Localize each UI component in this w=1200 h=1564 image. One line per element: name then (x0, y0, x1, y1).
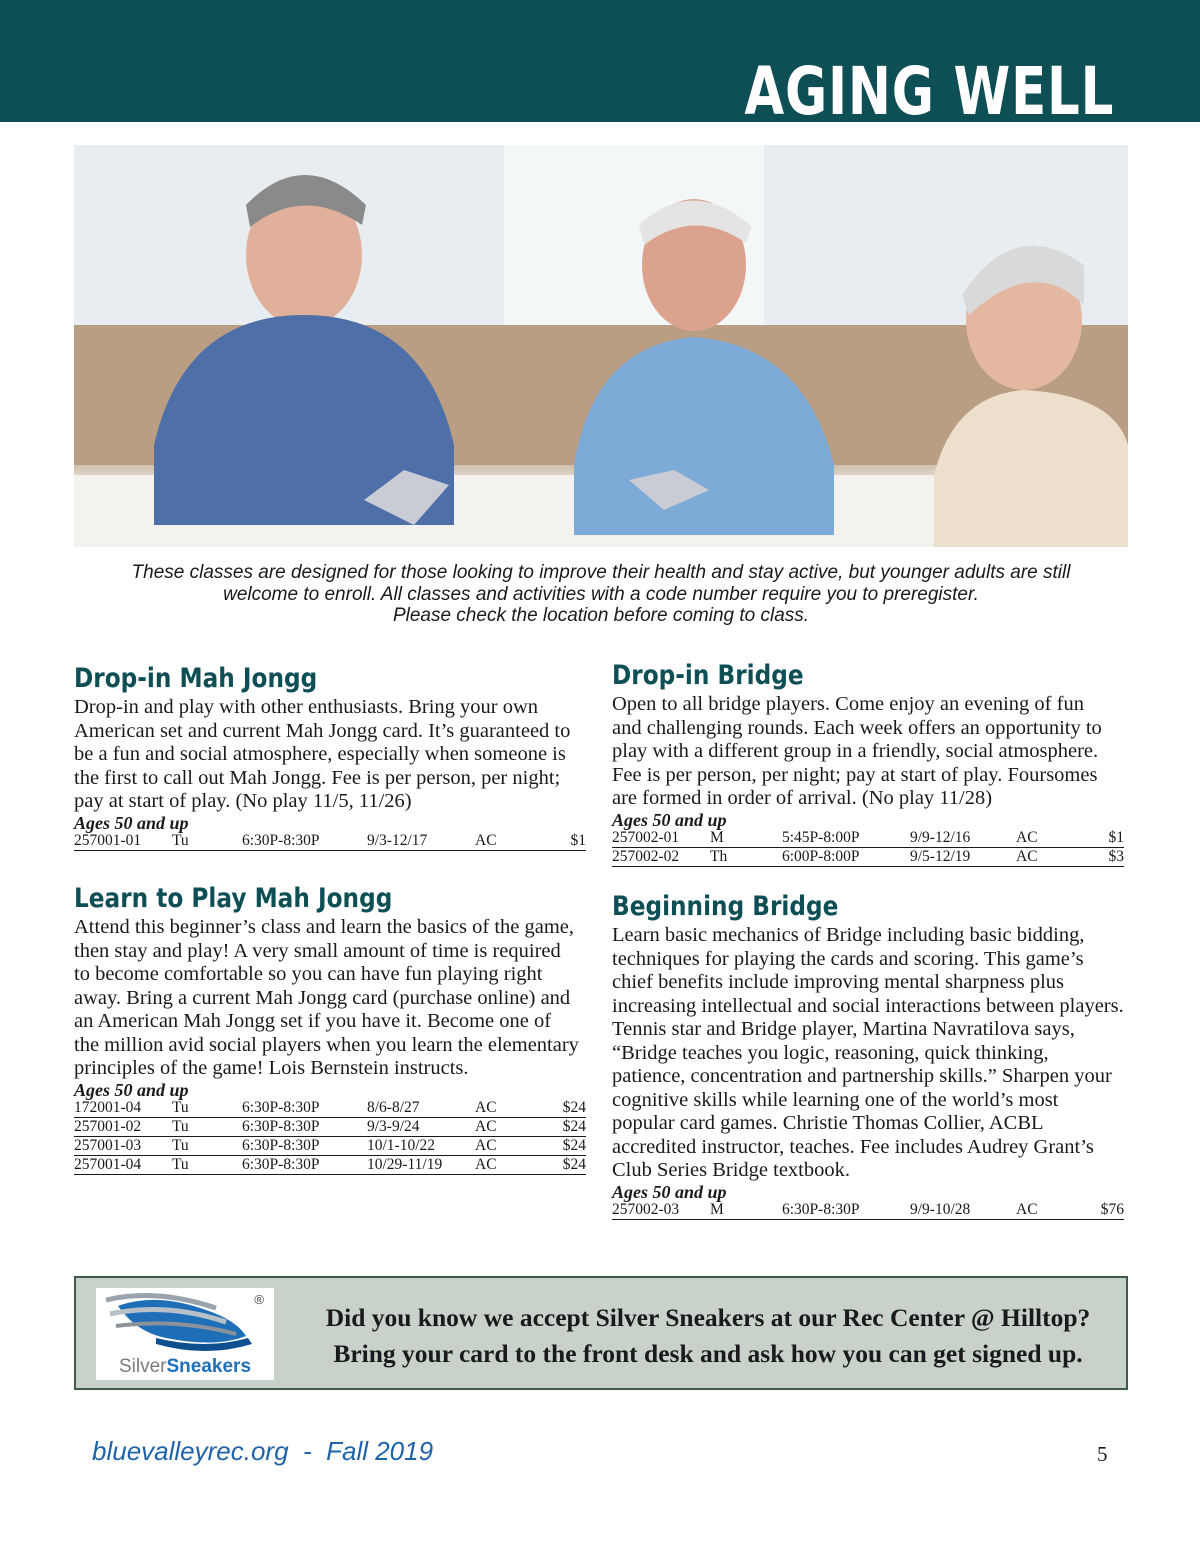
intro-text (74, 562, 1128, 627)
ages-label: Ages 50 and up (74, 1079, 189, 1100)
logo-text-sneakers: Sneakers (166, 1356, 252, 1377)
course-dates: 10/1-10/22 (367, 1136, 475, 1155)
course-time: 6:00P-8:00P (782, 847, 910, 866)
page-header (0, 0, 1200, 130)
course-day: M (710, 1201, 782, 1220)
description-line: to become comfortable so you can have fun playing right (74, 963, 543, 985)
course-dates: 9/9-12/16 (910, 829, 1016, 848)
course-location: AC (1016, 847, 1086, 866)
course-day: Tu (172, 1136, 242, 1155)
course-location: AC (1016, 829, 1086, 848)
course-fee: $24 (545, 1136, 586, 1155)
header-title: AGING WELL (744, 53, 1114, 130)
course-time: 6:30P-8:30P (242, 1136, 367, 1155)
description-line: cognitive skills while learning one of the world’s most (612, 1088, 1059, 1111)
description-line: “Bridge teaches you logic, reasoning, quick thinking, (612, 1041, 1049, 1064)
course-time: 6:30P-8:30P (242, 1117, 367, 1136)
description-line: the first to call out Mah Jongg. Fee is per person, per night; (74, 766, 561, 789)
description-line: then stay and play! A very small amount of time is required (74, 939, 561, 962)
description-line: chief benefits include improving mental sharpness plus (612, 971, 1065, 993)
course-code: 257002-02 (612, 847, 710, 866)
section-description (612, 924, 1124, 1183)
description-line: principles of the game! Lois Bernstein instructs. (74, 1057, 469, 1079)
description-line: Open to all bridge players. Come enjoy an evening of fun (612, 693, 1084, 715)
course-dates: 9/3-9/24 (367, 1117, 475, 1136)
course-location: AC (475, 1099, 545, 1118)
course-fee: $24 (545, 1099, 586, 1118)
course-location: AC (475, 1117, 545, 1136)
description-line: are formed in order of arrival. (No play 11/28) (612, 787, 993, 809)
section-title: Drop-in Bridge (612, 660, 804, 691)
schedule-table (74, 1099, 586, 1175)
section-title: Beginning Bridge (612, 891, 839, 922)
sneaker-icon (96, 1288, 274, 1356)
ages-label: Ages 50 and up (612, 1181, 727, 1202)
hero-photo-illustration (74, 145, 1128, 547)
schedule-table (74, 832, 586, 851)
table-row (612, 1201, 1124, 1220)
course-code: 257001-04 (74, 1155, 172, 1174)
logo-text-silver: Silver (118, 1356, 167, 1377)
course-dates: 10/29-11/19 (367, 1155, 475, 1174)
table-row (74, 1155, 586, 1174)
table-row (612, 829, 1124, 848)
course-dates: 9/3-12/17 (367, 832, 475, 851)
section-dropin-mah-jongg (74, 662, 586, 851)
course-day: M (710, 829, 782, 848)
table-row (74, 1136, 586, 1155)
description-line: pay at start of play. (No play 11/5, 11/26) (74, 790, 412, 812)
course-code: 172001-04 (74, 1099, 172, 1118)
course-dates: 8/6-8/27 (367, 1099, 475, 1118)
course-day: Tu (172, 832, 242, 851)
course-location: AC (1016, 1201, 1086, 1220)
description-line: Tennis star and Bridge player, Martina Navratilova says, (612, 1018, 1075, 1040)
description-line: an American Mah Jongg set if you have it. Become one of (74, 1010, 552, 1032)
course-fee: $76 (1086, 1201, 1124, 1220)
course-dates: 9/5-12/19 (910, 847, 1016, 866)
section-learn-mah-jongg (74, 882, 586, 1175)
course-day: Th (710, 847, 782, 866)
course-fee: $3 (1086, 847, 1124, 866)
course-code: 257002-03 (612, 1201, 710, 1220)
course-location: AC (475, 1155, 545, 1174)
description-line: play with a different group in a friendly, social atmosphere. (612, 740, 1099, 762)
table-row (74, 1117, 586, 1136)
ages-label: Ages 50 and up (612, 809, 727, 830)
banner-line: Did you know we accept Silver Sneakers at our Rec Center @ Hilltop? (325, 1303, 1091, 1332)
section-beginning-bridge (612, 890, 1124, 1220)
course-day: Tu (172, 1117, 242, 1136)
course-day: Tu (172, 1155, 242, 1174)
course-time: 6:30P-8:30P (242, 1099, 367, 1118)
description-line: away. Bring a current Mah Jongg card (purchase online) and (74, 986, 571, 1009)
table-row (74, 832, 586, 851)
intro-line: welcome to enroll. All classes and activities with a code number require you to preregister. (223, 583, 979, 605)
banner-line: Bring your card to the front desk and ask how you can get signed up. (333, 1339, 1083, 1368)
course-dates: 9/9-10/28 (910, 1201, 1016, 1220)
silver-sneakers-logo (96, 1288, 274, 1380)
intro-line: These classes are designed for those looking to improve their health and stay active, but younger adults are still (131, 562, 1071, 583)
silver-sneakers-banner (74, 1276, 1128, 1390)
course-code: 257001-03 (74, 1136, 172, 1155)
course-time: 5:45P-8:00P (782, 829, 910, 848)
description-line: increasing intellectual and social interactions between players. (612, 994, 1124, 1017)
description-line: the million avid social players when you learn the elementary (74, 1033, 579, 1056)
description-line: Learn basic mechanics of Bridge including basic bidding, (612, 924, 1085, 946)
section-description (74, 696, 586, 814)
schedule-table (612, 1201, 1124, 1220)
description-line: techniques for playing the cards and scoring. This game’s (612, 947, 1084, 970)
course-time: 6:30P-8:30P (782, 1201, 910, 1220)
course-location: AC (475, 1136, 545, 1155)
course-code: 257001-01 (74, 832, 172, 851)
intro-line: Please check the location before coming to class. (392, 605, 810, 626)
description-line: Club Series Bridge textbook. (612, 1159, 851, 1181)
section-title: Learn to Play Mah Jongg (74, 883, 393, 914)
description-line: Attend this beginner’s class and learn the basics of the game, (74, 916, 575, 938)
table-row (74, 1099, 586, 1118)
section-dropin-bridge (612, 659, 1124, 867)
footer-website[interactable]: bluevalleyrec.org - Fall 2019 (92, 1436, 434, 1466)
description-line: accredited instructor, teaches. Fee includes Audrey Grant’s (612, 1135, 1094, 1158)
course-time: 6:30P-8:30P (242, 832, 367, 851)
description-line: Fee is per person, per night; pay at start of play. Foursomes (612, 763, 1098, 786)
course-fee: $1 (1086, 829, 1124, 848)
section-description (74, 916, 586, 1081)
course-code: 257002-01 (612, 829, 710, 848)
table-row (612, 847, 1124, 866)
logo-wordmark (96, 1356, 274, 1378)
hero-photo (74, 145, 1128, 547)
page-number: 5 (1097, 1442, 1108, 1466)
schedule-table (612, 829, 1124, 867)
course-fee: $24 (545, 1117, 586, 1136)
description-line: be a fun and social atmosphere, especially when someone is (74, 743, 566, 765)
course-day: Tu (172, 1099, 242, 1118)
section-title: Drop-in Mah Jongg (74, 663, 318, 694)
registered-mark: ® (254, 1292, 264, 1307)
ages-label: Ages 50 and up (74, 812, 189, 833)
description-line: Drop-in and play with other enthusiasts. Bring your own (74, 696, 539, 718)
course-code: 257001-02 (74, 1117, 172, 1136)
course-fee: $1 (545, 832, 586, 851)
banner-message (308, 1300, 1108, 1372)
course-location: AC (475, 832, 545, 851)
description-line: patience, concentration and partnership skills.” Sharpen your (612, 1065, 1112, 1087)
course-fee: $24 (545, 1155, 586, 1174)
description-line: American set and current Mah Jongg card. It’s guaranteed to (74, 719, 571, 742)
section-description (612, 693, 1124, 811)
description-line: popular card games. Christie Thomas Collier, ACBL (612, 1112, 1044, 1134)
description-line: and challenging rounds. Each week offers an opportunity to (612, 716, 1102, 739)
course-time: 6:30P-8:30P (242, 1155, 367, 1174)
